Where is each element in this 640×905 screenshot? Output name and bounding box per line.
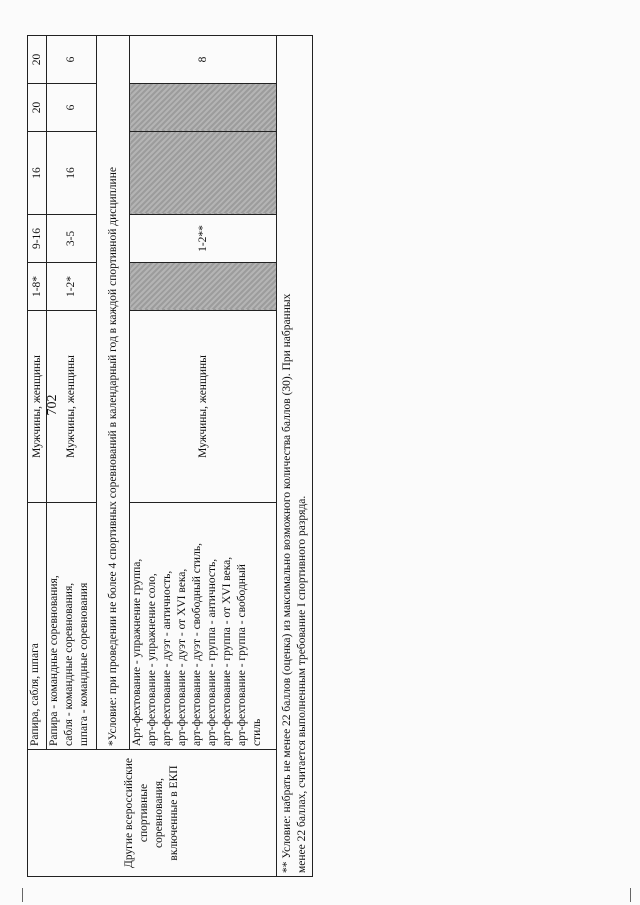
value-cell: 6 bbox=[47, 84, 97, 132]
table-row bbox=[28, 36, 47, 877]
value-cell: 8 bbox=[130, 36, 277, 84]
discipline-cell: Рапира - командные соревнования, сабля - командные соревнования, шпага - командные соревнования bbox=[47, 503, 97, 750]
requirements-table bbox=[27, 35, 313, 877]
scan-mark bbox=[22, 888, 23, 902]
place-cell: 1-2** bbox=[130, 215, 277, 263]
value-cell: 20 bbox=[28, 84, 47, 132]
place-cell: 1-2* bbox=[47, 263, 97, 311]
sex-cell: Мужчины, женщины bbox=[28, 311, 47, 503]
place-cell: 3-5 bbox=[47, 215, 97, 263]
value-cell: 16 bbox=[28, 132, 47, 215]
place-cell: 1-8* bbox=[28, 263, 47, 311]
value-cell: 20 bbox=[28, 36, 47, 84]
value-cell: 6 bbox=[47, 36, 97, 84]
footnote-single-star: *Условие: при проведении не более 4 спортивных соревнований в календарный год в каждой спортивной дисциплине bbox=[97, 36, 130, 750]
shaded-cell bbox=[130, 263, 277, 311]
sex-cell: Мужчины, женщины bbox=[47, 311, 97, 503]
scan-mark bbox=[630, 888, 631, 902]
footnote-double-star: ** Условие: набрать не менее 22 баллов (оценка) из максимально возможного количества баллов (30). При набранных менее 22 баллах, считается выполненным требование I спортивного разряда. bbox=[277, 36, 313, 877]
place-cell: 9-16 bbox=[28, 215, 47, 263]
discipline-cell: Арт-фехтование - упражнение группа, арт-фехтование - упражнение соло, арт-фехтование - дуэт - античность, арт-фехтование - дуэт - от XVI века, арт-фехтование - дуэт - свободный стиль, арт-фехтование - группа - античность, арт-фехтование - группа - от XVI века, арт-фехтование - группа - свободный стиль bbox=[130, 503, 277, 750]
rotated-table-container bbox=[27, 53, 332, 877]
page-number: 702 bbox=[45, 394, 60, 416]
shaded-cell bbox=[130, 132, 277, 215]
value-cell: 16 bbox=[47, 132, 97, 215]
discipline-cell: Рапира, сабля, шпага bbox=[28, 503, 47, 750]
table-row bbox=[277, 36, 313, 877]
sex-cell: Мужчины, женщины bbox=[130, 311, 277, 503]
shaded-cell bbox=[130, 84, 277, 132]
category-cell: Другие всероссийские спортивные соревнования, включенные в ЕКП bbox=[28, 750, 277, 877]
